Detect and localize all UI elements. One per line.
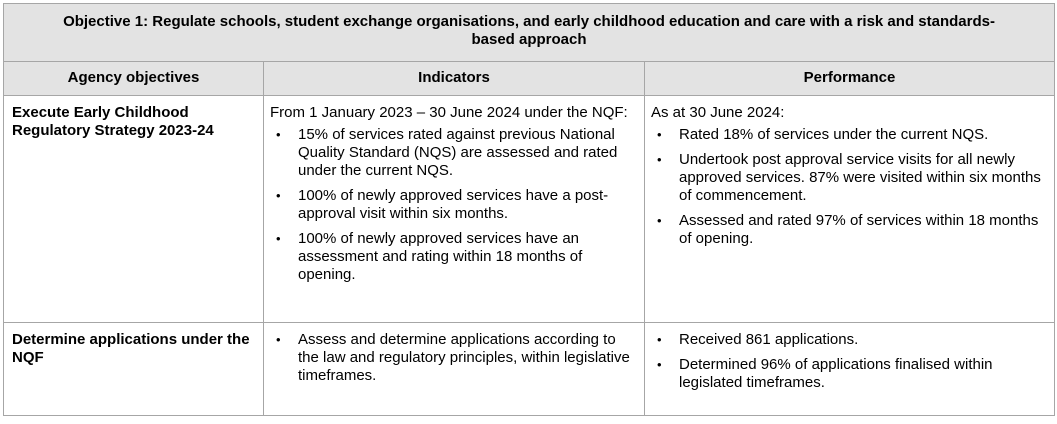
list-item: • 15% of services rated against previous National Quality Standard (NQS) are assessed and rated under the current NQS.: [298, 126, 636, 180]
agency-objective: Execute Early Childhood Regulatory Strategy 2023-24: [4, 96, 264, 323]
indicators-list: [270, 126, 636, 284]
indicators-intro: From 1 January 2023 – 30 June 2024 under the NQF:: [270, 104, 628, 121]
list-item: • 100% of newly approved services have an assessment and rating within 18 months of opening.: [298, 230, 636, 284]
list-item: • Determined 96% of applications finalised within legislated timeframes.: [679, 356, 1046, 392]
column-header-indicators: Indicators: [264, 62, 645, 96]
list-item: • Undertook post approval service visits for all newly approved services. 87% were visited within six months of commencement.: [679, 151, 1046, 205]
performance-cell: [645, 323, 1055, 416]
list-item: • Assess and determine applications according to the law and regulatory principles, within legislative timeframes.: [298, 331, 636, 385]
performance-list: [651, 331, 1046, 392]
header-row: [4, 62, 1055, 96]
list-item: • Received 861 applications.: [679, 331, 1046, 349]
title-row: [4, 4, 1055, 62]
table-row: [4, 96, 1055, 323]
objectives-table: [3, 3, 1055, 416]
list-item: • Rated 18% of services under the current NQS.: [679, 126, 1046, 144]
table-row: [4, 323, 1055, 416]
indicators-cell: [264, 96, 645, 323]
performance-cell: [645, 96, 1055, 323]
list-item: • 100% of newly approved services have a post-approval visit within six months.: [298, 187, 636, 223]
agency-objective: Determine applications under the NQF: [4, 323, 264, 416]
indicators-list: [270, 331, 636, 385]
indicators-cell: [264, 323, 645, 416]
column-header-agency-objectives: Agency objectives: [4, 62, 264, 96]
list-item: • Assessed and rated 97% of services within 18 months of opening.: [679, 212, 1046, 248]
column-header-performance: Performance: [645, 62, 1055, 96]
performance-intro: As at 30 June 2024:: [651, 104, 785, 121]
table-title: Objective 1: Regulate schools, student exchange organisations, and early childhood education and care with a risk and standards-based approach: [4, 4, 1055, 62]
performance-list: [651, 126, 1046, 248]
